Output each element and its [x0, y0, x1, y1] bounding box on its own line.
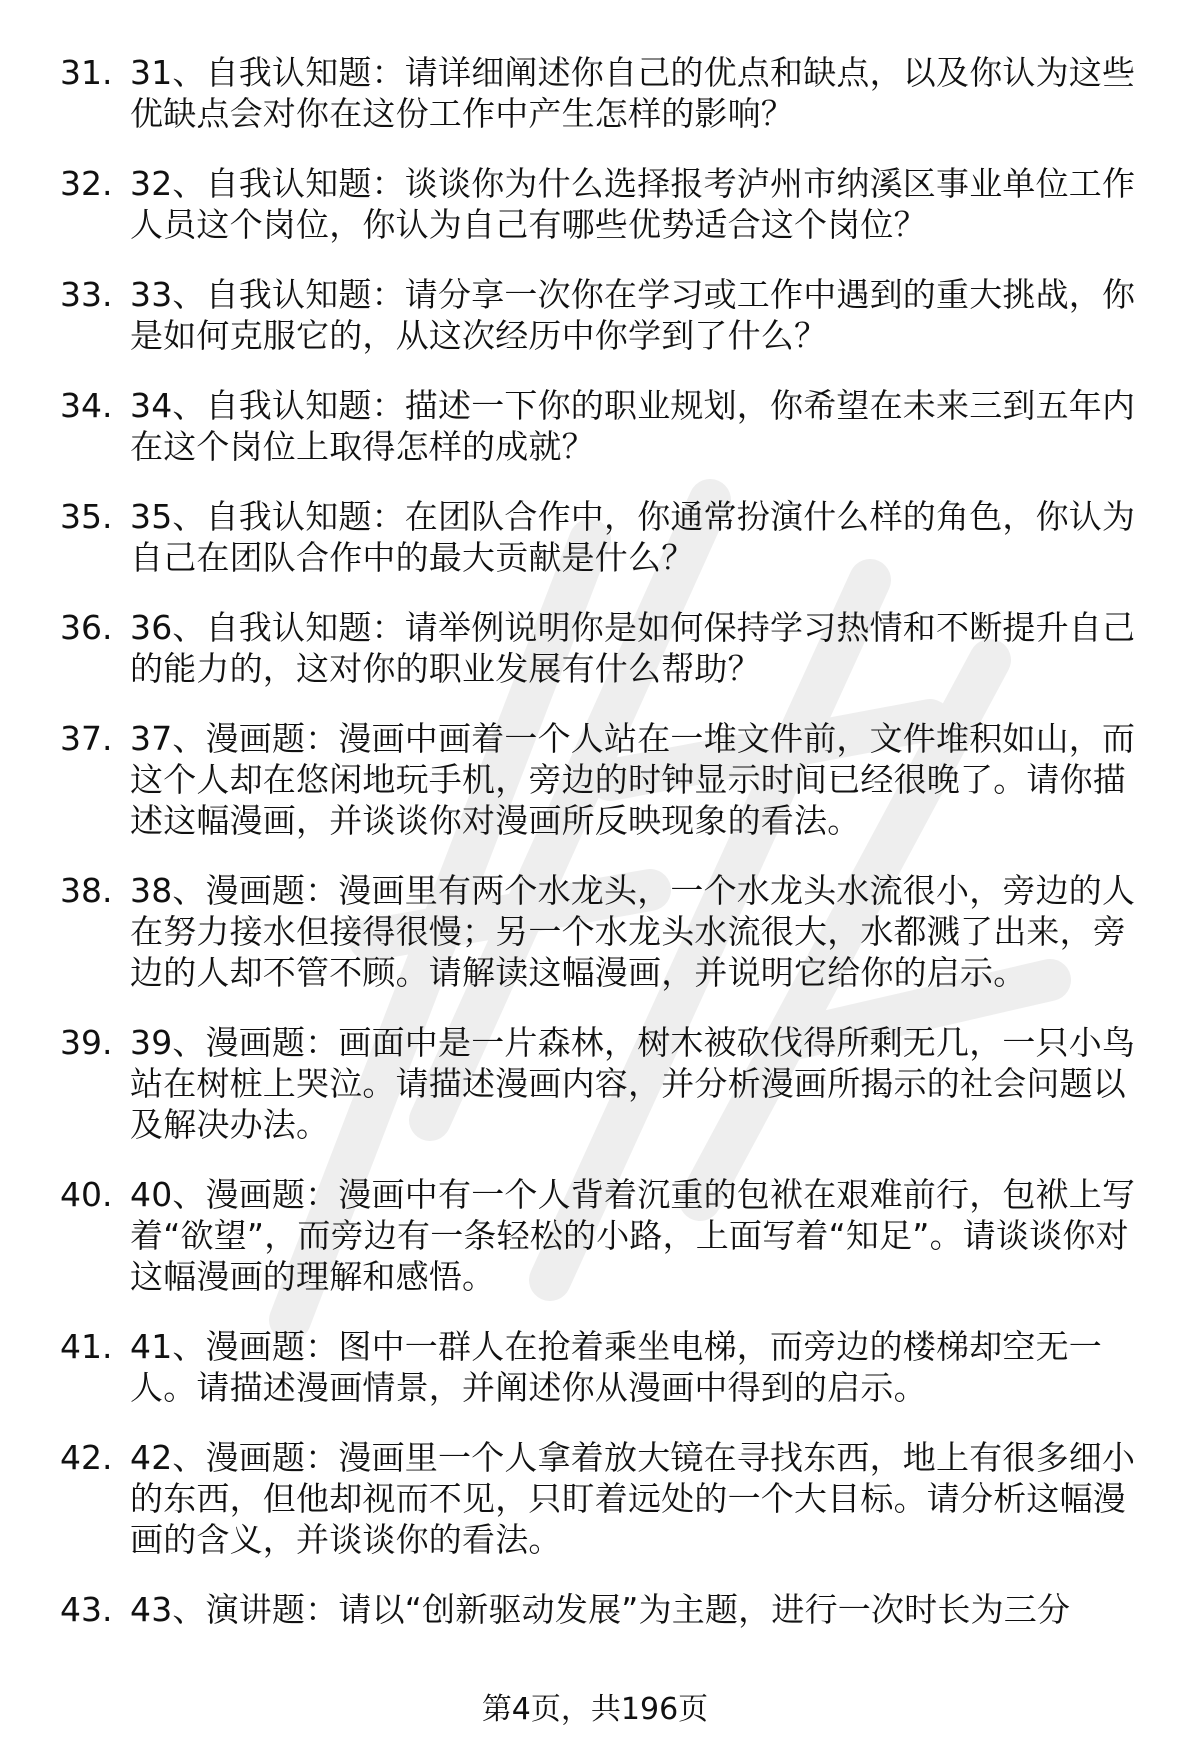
question-number: 33.	[60, 275, 113, 314]
question-item	[60, 1326, 1150, 1408]
question-number: 32.	[60, 164, 113, 203]
question-text: 39、漫画题：画面中是一片森林，树木被砍伐得所剩无几，一只小鸟站在树桩上哭泣。请描述漫画内容，并分析漫画所揭示的社会问题以及解决办法。	[130, 1023, 1136, 1144]
question-number: 31.	[60, 53, 113, 92]
question-item	[60, 870, 1150, 993]
question-number: 41.	[60, 1327, 113, 1366]
question-text: 33、自我认知题：请分享一次你在学习或工作中遇到的重大挑战，你是如何克服它的，从这次经历中你学到了什么？	[130, 275, 1136, 355]
question-text: 35、自我认知题：在团队合作中，你通常扮演什么样的角色，你认为自己在团队合作中的最大贡献是什么？	[130, 497, 1136, 577]
question-item	[60, 52, 1150, 134]
question-number: 40.	[60, 1175, 113, 1214]
question-number: 42.	[60, 1438, 113, 1477]
question-text: 43、演讲题：请以“创新驱动发展”为主题，进行一次时长为三分	[130, 1590, 1071, 1629]
question-item	[60, 1437, 1150, 1560]
question-number: 38.	[60, 871, 113, 910]
question-text: 34、自我认知题：描述一下你的职业规划，你希望在未来三到五年内在这个岗位上取得怎样的成就？	[130, 386, 1136, 466]
question-item	[60, 496, 1150, 578]
question-number: 36.	[60, 608, 113, 647]
question-number: 34.	[60, 386, 113, 425]
question-text: 38、漫画题：漫画里有两个水龙头，一个水龙头水流很小，旁边的人在努力接水但接得很慢；另一个水龙头水流很大，水都溅了出来，旁边的人却不管不顾。请解读这幅漫画，并说明它给你的启示。	[130, 871, 1136, 992]
question-item	[60, 1022, 1150, 1145]
page-footer: 第4页，共196页	[481, 1692, 709, 1727]
question-item	[60, 385, 1150, 467]
question-text: 42、漫画题：漫画里一个人拿着放大镜在寻找东西，地上有很多细小的东西，但他却视而不见，只盯着远处的一个大目标。请分析这幅漫画的含义，并谈谈你的看法。	[130, 1438, 1136, 1559]
question-text: 37、漫画题：漫画中画着一个人站在一堆文件前，文件堆积如山，而这个人却在悠闲地玩手机，旁边的时钟显示时间已经很晚了。请你描述这幅漫画，并谈谈你对漫画所反映现象的看法。	[130, 719, 1136, 840]
question-text: 41、漫画题：图中一群人在抢着乘坐电梯，而旁边的楼梯却空无一人。请描述漫画情景，并阐述你从漫画中得到的启示。	[130, 1327, 1102, 1407]
question-text: 40、漫画题：漫画中有一个人背着沉重的包袱在艰难前行，包袱上写着“欲望”，而旁边有一条轻松的小路，上面写着“知足”。请谈谈你对这幅漫画的理解和感悟。	[130, 1175, 1136, 1296]
question-text: 31、自我认知题：请详细阐述你自己的优点和缺点，以及你认为这些优缺点会对你在这份工作中产生怎样的影响？	[130, 53, 1136, 133]
question-number: 35.	[60, 497, 113, 536]
question-item	[60, 1589, 1150, 1630]
question-item	[60, 274, 1150, 356]
question-item	[60, 718, 1150, 841]
question-text: 32、自我认知题：谈谈你为什么选择报考泸州市纳溪区事业单位工作人员这个岗位，你认为自己有哪些优势适合这个岗位？	[130, 164, 1136, 244]
question-item	[60, 1174, 1150, 1297]
question-number: 43.	[60, 1590, 113, 1629]
question-item	[60, 163, 1150, 245]
question-item	[60, 607, 1150, 689]
question-list	[60, 52, 1150, 1659]
question-text: 36、自我认知题：请举例说明你是如何保持学习热情和不断提升自己的能力的，这对你的职业发展有什么帮助？	[130, 608, 1136, 688]
question-number: 37.	[60, 719, 113, 758]
question-number: 39.	[60, 1023, 113, 1062]
